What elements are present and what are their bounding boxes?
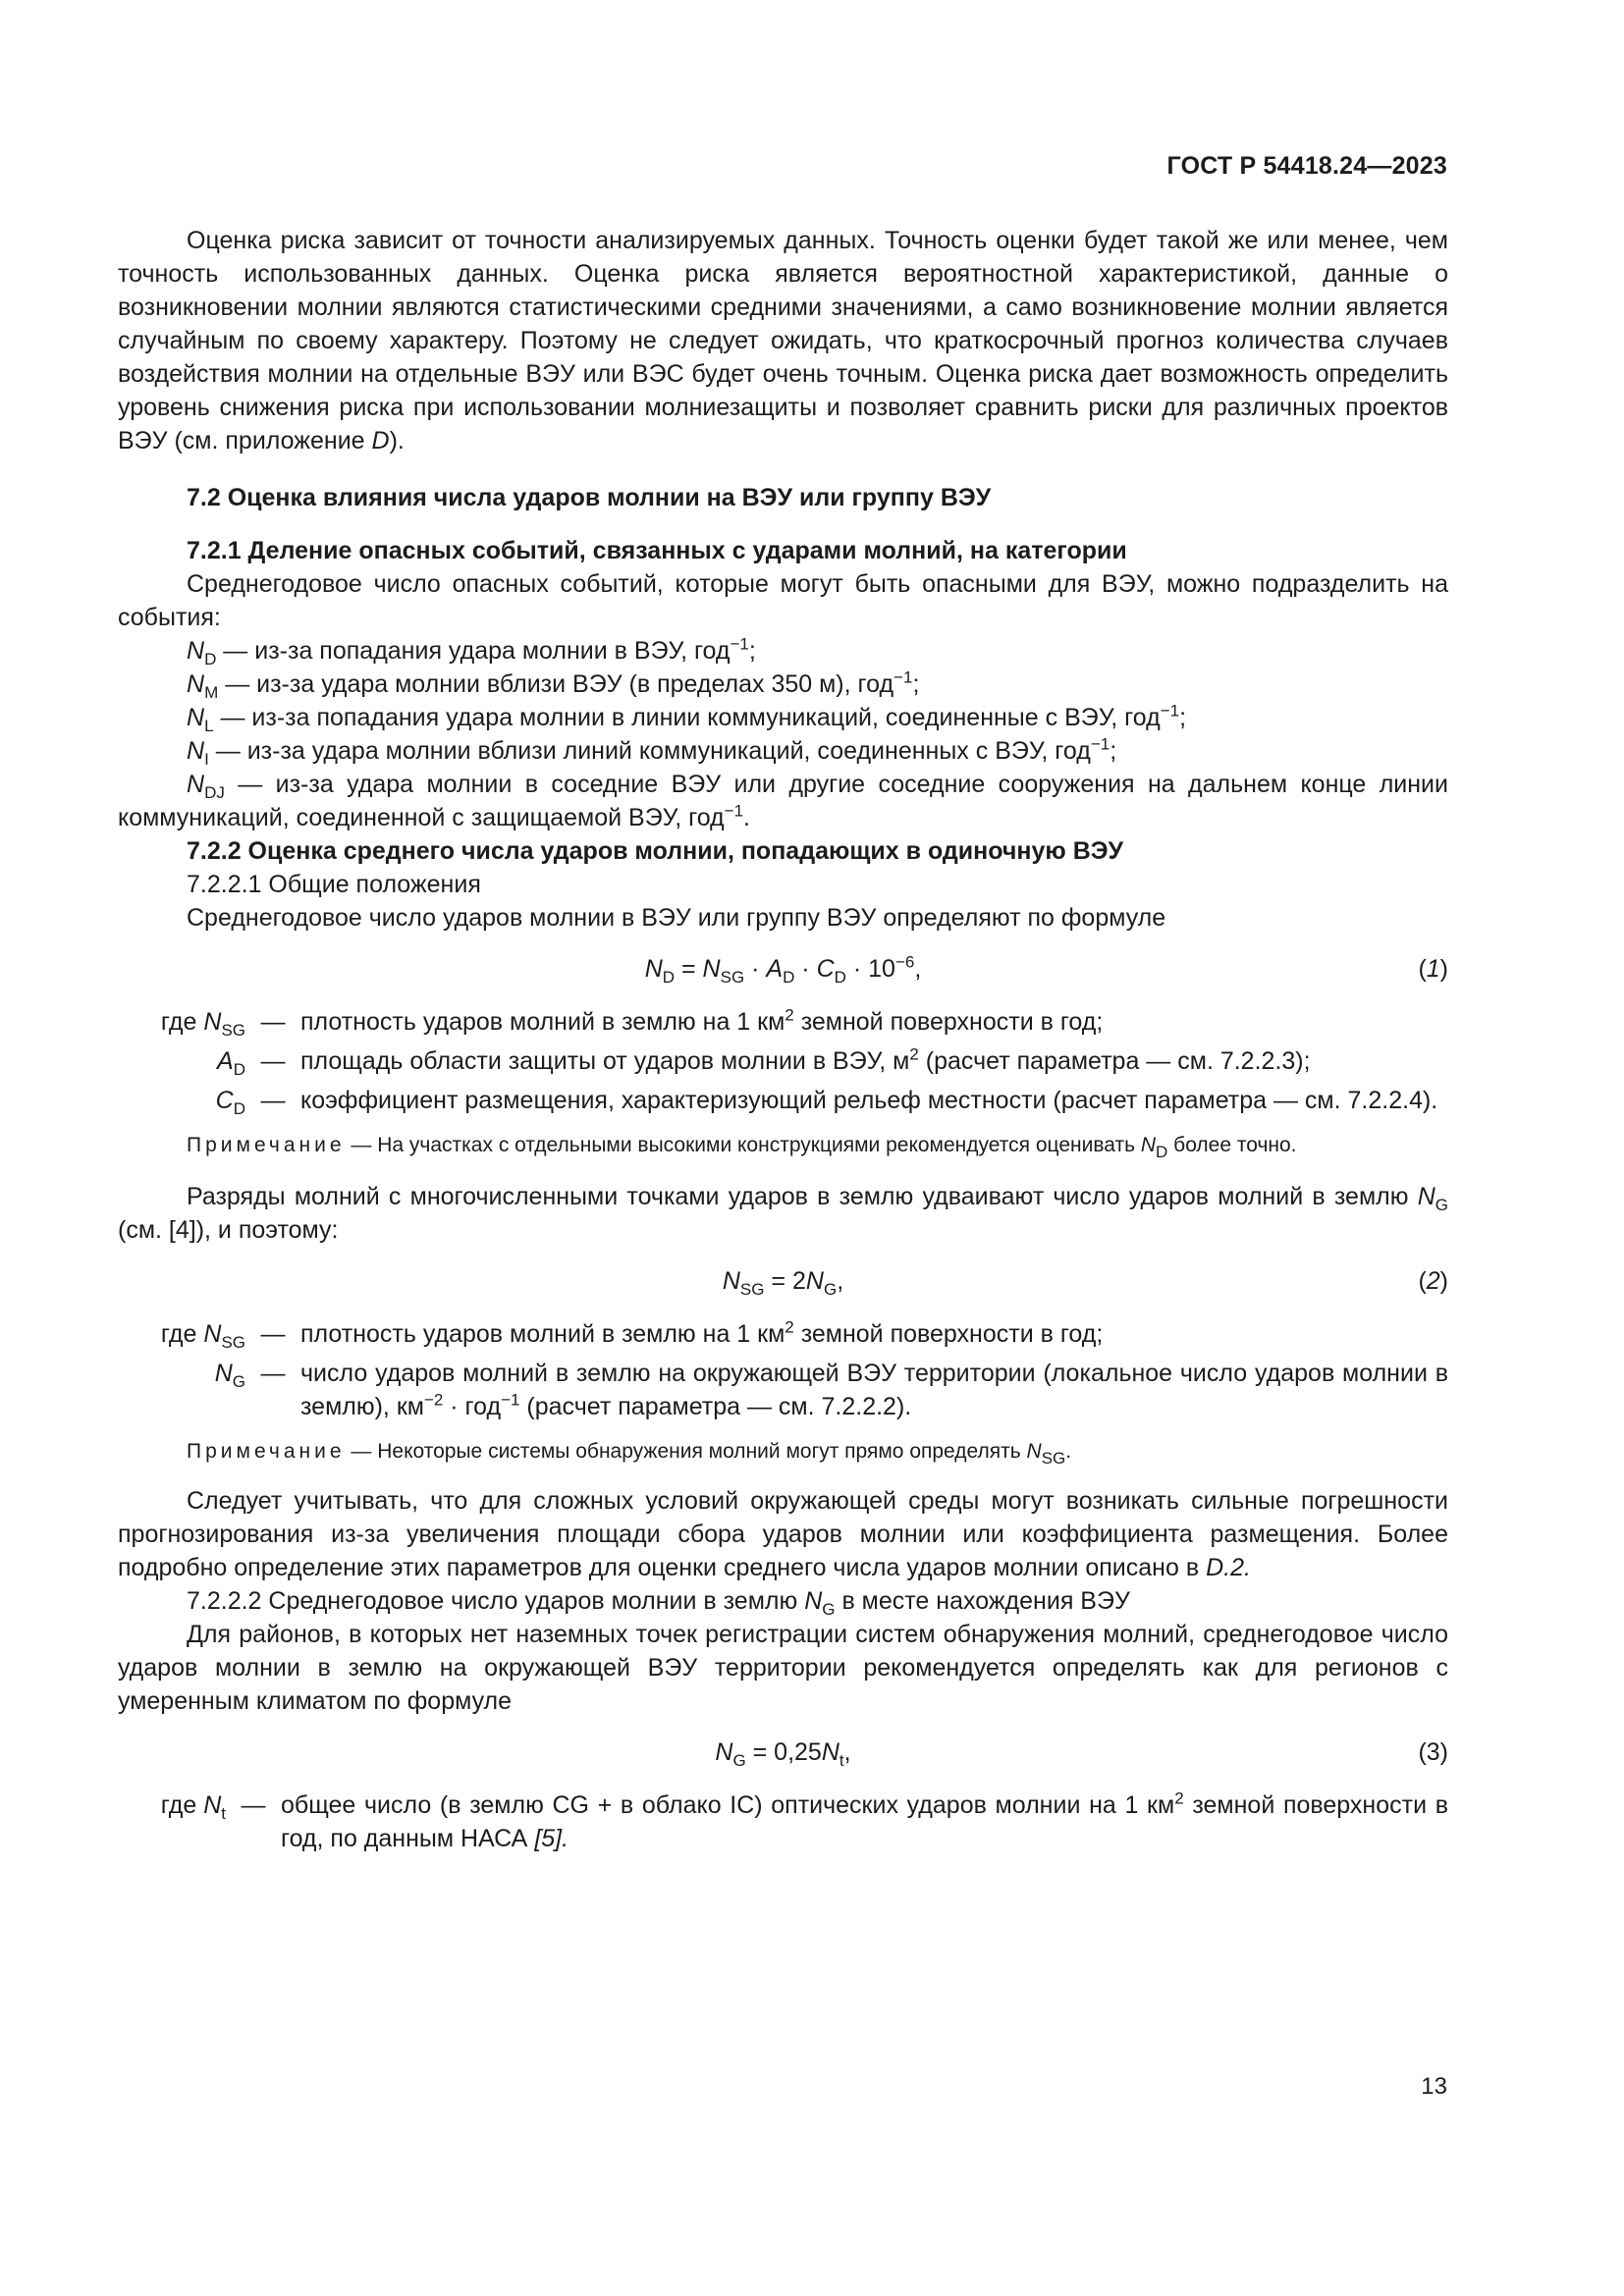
formula-2-definitions bbox=[118, 1317, 1448, 1423]
formula-3-number: (3) bbox=[1418, 1738, 1448, 1766]
section-7-2-2-1-heading: 7.2.2.1 Общие положения bbox=[187, 871, 481, 898]
formula-2 bbox=[118, 1256, 1448, 1308]
section-7-2-2-1-paragraph: Среднегодовое число ударов молнии в ВЭУ или группу ВЭУ определяют по формуле bbox=[187, 904, 1166, 932]
formula-3 bbox=[118, 1728, 1448, 1779]
definition-ng: $N_G$ — число ударов молний в землю на окружающей ВЭУ территории (локальное число ударов молнии в землю), $км^{-2} \cdot год^{-1}$ (расчет параметра — см. 7.2.2.2). bbox=[214, 1360, 1448, 1420]
formula-1 bbox=[118, 944, 1448, 995]
multiple-strokes-paragraph: Разряды молний с многочисленными точками ударов в землю удваивают число ударов молний в землю $N_G$ (см. [4]), и поэтому: bbox=[118, 1183, 1448, 1244]
event-ndj: $N_{DJ}$ — из-за удара молнии в соседние ВЭУ или другие соседние сооружения на дальнем конце линии коммуникаций, соединенной с защищаемой ВЭУ, год$^{-1}$. bbox=[118, 771, 1448, 831]
section-7-2-2-2-paragraph: Для районов, в которых нет наземных точек регистрации систем обнаружения молний, среднегодовое число ударов молнии в землю на окружающей ВЭУ территории рекомендуется определять как для регионов с умеренным климатом по формуле bbox=[118, 1621, 1448, 1715]
definition-nsg-2: где $N_{SG}$ — плотность ударов молний в землю на 1 $км^2$ земной поверхности в год; bbox=[160, 1317, 1104, 1352]
definition-nsg: где $N_{SG}$ — плотность ударов молний в землю на 1 $км^2$ земной поверхности в год; bbox=[160, 1005, 1104, 1040]
section-7-2-2-heading: 7.2.2 Оценка среднего числа ударов молнии, попадающих в одиночную ВЭУ bbox=[187, 837, 1124, 865]
page-number: 13 bbox=[1421, 2073, 1447, 2100]
formula-2-expression: $N_{SG} = 2N_G$, bbox=[722, 1267, 844, 1299]
section-7-2-heading: 7.2 Оценка влияния числа ударов молнии на ВЭУ или группу ВЭУ bbox=[187, 484, 992, 511]
section-7-2-2-2-heading: 7.2.2.2 Среднегодовое число ударов молнии в землю $N_G$ в месте нахождения ВЭУ bbox=[187, 1587, 1130, 1619]
note-2: Примечание — Некоторые системы обнаружения молний могут прямо определять $N_{SG}$. bbox=[187, 1440, 1072, 1468]
errors-paragraph: Следует учитывать, что для сложных условий окружающей среды могут возникать сильные погрешности прогнозирования из-за увеличения площади сбора ударов молнии или коэффициента размещения. Более подробно определение этих параметров для оценки среднего числа ударов молнии описано в D.2. bbox=[118, 1487, 1448, 1581]
formula-1-expression: $N_D = N_{SG} \cdot A_D \cdot C_D \cdot 10^{-6}$, bbox=[644, 952, 922, 987]
note-1: Примечание — На участках с отдельными высокими конструкциями рекомендуется оценивать $N_D$ более точно. bbox=[187, 1134, 1297, 1161]
event-nl: $N_L$ — из-за попадания удара молнии в линии коммуникаций, соединенные с ВЭУ, год$^{-1}$; bbox=[187, 701, 1187, 735]
section-7-2-1-heading: 7.2.1 Деление опасных событий, связанных с ударами молний, на категории bbox=[187, 537, 1127, 564]
formula-1-number: (1) bbox=[1418, 955, 1448, 983]
definition-cd: $C_D$ — коэффициент размещения, характеризующий рельеф местности (расчет параметра — см. 7.2.2.4). bbox=[215, 1087, 1438, 1118]
formula-3-expression: $N_G = 0,25N_t$, bbox=[715, 1738, 851, 1770]
event-nm: $N_M$ — из-за удара молнии вблизи ВЭУ (в пределах 350 м), год$^{-1}$; bbox=[187, 667, 920, 702]
definition-nt: где $N_t$ — общее число (в землю CG + в облако IC) оптических ударов молнии на 1 $км^2$ земной поверхности в год, по данным НАСА [5]. bbox=[160, 1789, 1449, 1852]
definition-ad: $A_D$ — площадь области защиты от ударов молнии в ВЭУ, $м^2$ (расчет параметра — см. 7.2.2.3); bbox=[217, 1044, 1311, 1079]
standard-header: ГОСТ Р 54418.24—2023 bbox=[1166, 152, 1447, 180]
formula-2-number: (2) bbox=[1418, 1267, 1448, 1295]
event-nd: $N_D$ — из-за попадания удара молнии в ВЭУ, год$^{-1}$; bbox=[187, 634, 756, 668]
section-7-2-1-paragraph: Среднегодовое число опасных событий, которые могут быть опасными для ВЭУ, можно подразделить на события: bbox=[118, 570, 1448, 631]
intro-paragraph: Оценка риска зависит от точности анализируемых данных. Точность оценки будет такой же или менее, чем точность использованных данных. Оценка риска является вероятностной характеристикой, данные о возникновении молнии являются статистическими средними значениями, а само возникновение молнии является случайным по своему характеру. Поэтому не следует ожидать, что краткосрочный прогноз количества случаев воздействия молнии на отдельные ВЭУ или ВЭС будет очень точным. Оценка риска дает возможность определить уровень снижения риска при использовании молниезащиты и позволяет сравнить риски для различных проектов ВЭУ (см. приложение D). bbox=[118, 227, 1448, 454]
formula-3-definitions bbox=[118, 1789, 1448, 1855]
formula-1-definitions bbox=[118, 1005, 1448, 1117]
event-ni: $N_I$ — из-за удара молнии вблизи линий коммуникаций, соединенных с ВЭУ, год$^{-1}$; bbox=[187, 734, 1117, 769]
page-body bbox=[118, 224, 1448, 1861]
